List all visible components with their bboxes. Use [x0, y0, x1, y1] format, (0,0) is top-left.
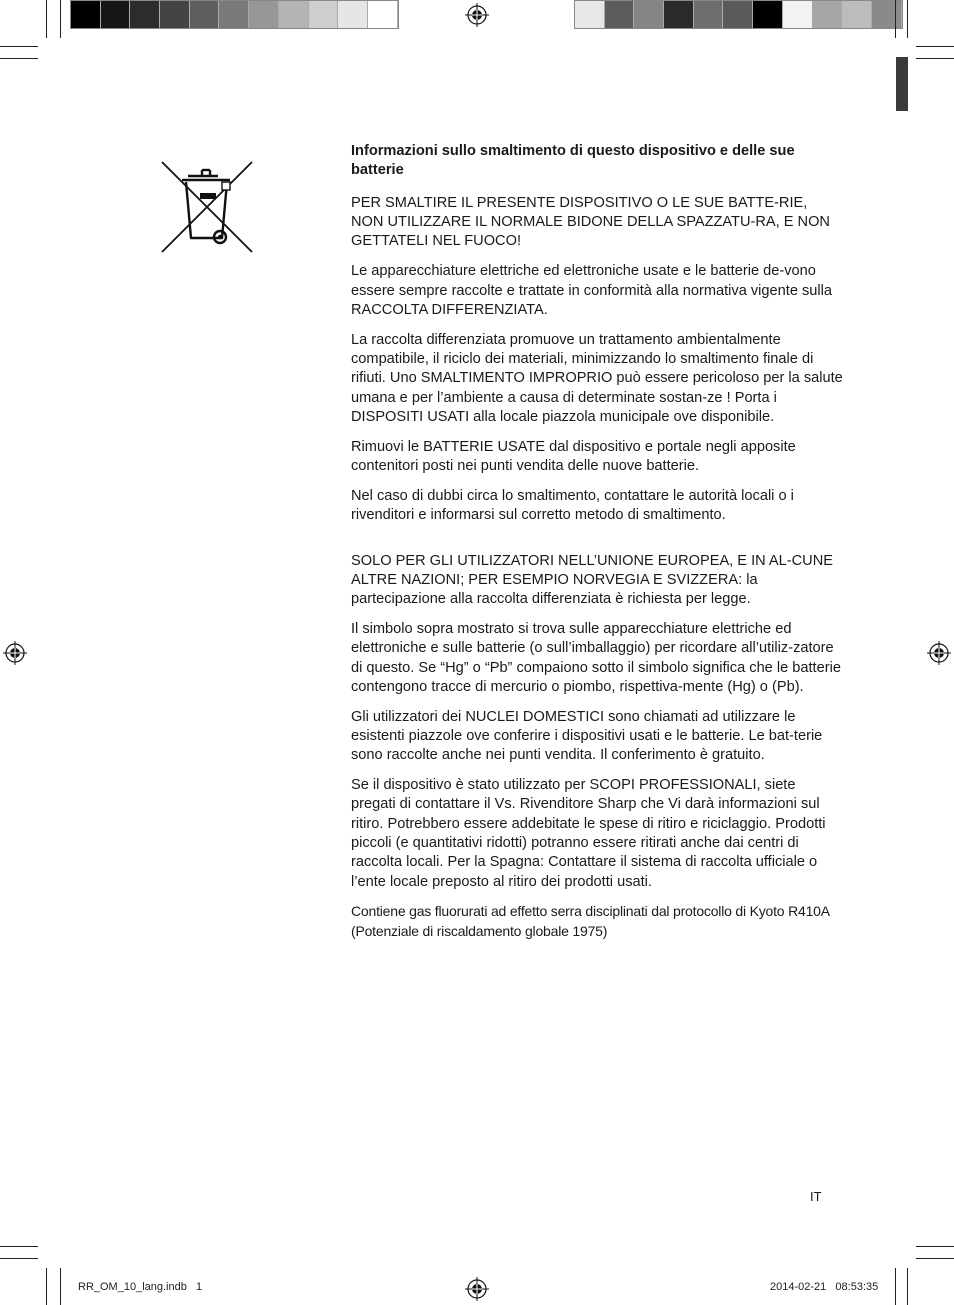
crop-mark	[916, 1258, 954, 1259]
language-label: IT	[810, 1189, 822, 1204]
paragraph: SOLO PER GLI UTILIZZATORI NELL’UNIONE EUROPEA, E IN AL-CUNE ALTRE NAZIONI; PER ESEMPIO NORVEGIA E SVIZZERA: la partecipazione alla raccolta differenziata è richiesta per legge.	[351, 552, 833, 608]
crop-mark	[916, 46, 954, 47]
footer-timestamp: 2014-02-21 08:53:35	[770, 1281, 879, 1293]
paragraph: Rimuovi le BATTERIE USATE dal dispositivo e portale negli apposite contenitori posti nei punti vendita delle nuove batterie.	[351, 438, 796, 475]
color-swatch	[842, 1, 872, 28]
paragraph: Gli utilizzatori dei NUCLEI DOMESTICI sono chiamati ad utilizzare le esistenti piazzole ove conferire i dispositivi usati e le batterie. Le bat-terie sono raccolte anche nei punti vendita. Il conferimento è gratuito.	[351, 708, 823, 764]
color-swatch	[634, 1, 664, 28]
crop-mark	[60, 0, 61, 38]
paragraph: Le apparecchiature elettriche ed elettroniche usate e le batterie de-vono essere sempre raccolte e trattate in conformità alla normativa vigente sulla RACCOLTA DIFFERENZIATA.	[351, 263, 833, 319]
paragraph: Contiene gas fluorurati ad effetto serra disciplinati dal protocollo di Kyoto R410A (Potenziale di riscaldamento globale 1975)	[351, 903, 830, 939]
crop-mark	[0, 58, 38, 59]
color-swatch	[694, 1, 724, 28]
registration-mark-icon	[465, 3, 489, 27]
paragraph: PER SMALTIRE IL PRESENTE DISPOSITIVO O LE SUE BATTE-RIE, NON UTILIZZARE IL NORMALE BIDONE DELLA SPAZZATU-RA, E NON GETTATELI NEL FUOCO!	[351, 194, 830, 250]
crop-mark	[46, 0, 47, 38]
paragraph: Nel caso di dubbi circa lo smaltimento, contattare le autorità locali o i rivenditori e informarsi sul corretto metodo di smaltimento.	[351, 487, 794, 524]
color-swatch	[664, 1, 694, 28]
color-swatch	[605, 1, 635, 28]
color-swatch	[753, 1, 783, 28]
registration-mark-icon	[3, 641, 27, 665]
crop-mark	[895, 1268, 896, 1305]
color-swatch	[783, 1, 813, 28]
color-calibration-bar-left	[70, 0, 399, 29]
disposal-information-section	[351, 142, 843, 951]
section-thumb-tab	[896, 57, 908, 111]
color-swatch	[338, 1, 368, 28]
crop-mark	[60, 1268, 61, 1305]
registration-mark-icon	[927, 641, 951, 665]
crop-mark	[0, 1246, 38, 1247]
color-swatch	[160, 1, 190, 28]
crop-mark	[0, 46, 38, 47]
crop-mark	[916, 1246, 954, 1247]
color-swatch	[309, 1, 339, 28]
crop-mark	[916, 58, 954, 59]
paragraph: Se il dispositivo è stato utilizzato per SCOPI PROFESSIONALI, siete pregati di contattare il Vs. Rivenditore Sharp che Vi darà informazioni sul ritiro. Potrebbero essere addebitate le spese di ritiro e riciclaggio. Prodotti piccoli (e quantitativi ridotti) potranno essere ritirati anche dai centri di raccolta locali. Per la Spagna: Contattare il sistema di raccolta ufficiale o l’ente locale preposto al ritiro dei prodotti usati.	[351, 777, 826, 890]
color-swatch	[101, 1, 131, 28]
crop-mark	[907, 0, 908, 38]
color-swatch	[813, 1, 843, 28]
color-swatch	[249, 1, 279, 28]
footer-file-name: RR_OM_10_lang.indb 1	[78, 1281, 203, 1293]
paragraph: Il simbolo sopra mostrato si trova sulle apparecchiature elettriche ed elettroniche e sulle batterie (o sull’imballaggio) per ricordare all’utiliz-zatore di questo. Se “Hg” o “Pb” compaiono sotto il simbolo significa che le batterie contengono tracce di mercurio o piombo, rispettiva-mente (Hg) o (Pb).	[351, 620, 841, 695]
color-swatch	[368, 1, 398, 28]
registration-mark-icon	[465, 1277, 489, 1301]
crossed-out-wheelie-bin-icon	[158, 158, 256, 256]
color-swatch	[575, 1, 605, 28]
color-swatch	[279, 1, 309, 28]
section-title: Informazioni sullo smaltimento di questo dispositivo e delle sue batterie	[351, 143, 795, 179]
paragraph: La raccolta differenziata promuove un trattamento ambientalmente compatibile, il riciclo dei materiali, minimizzando lo smaltimento finale di rifiuti. Uno SMALTIMENTO IMPROPRIO può essere pericoloso per la salute umana e per l’ambiente a causa di determinate sostan-ze ! Porta i DISPOSITI USATI alla locale piazzola municipale ove disponibile.	[351, 331, 843, 426]
crop-mark	[895, 0, 896, 38]
crop-mark	[0, 1258, 38, 1259]
color-swatch	[130, 1, 160, 28]
crop-mark	[907, 1268, 908, 1305]
color-swatch	[71, 1, 101, 28]
color-swatch	[219, 1, 249, 28]
color-swatch	[872, 1, 902, 28]
color-swatch	[723, 1, 753, 28]
color-calibration-bar-right	[574, 0, 903, 29]
color-swatch	[190, 1, 220, 28]
crop-mark	[46, 1268, 47, 1305]
